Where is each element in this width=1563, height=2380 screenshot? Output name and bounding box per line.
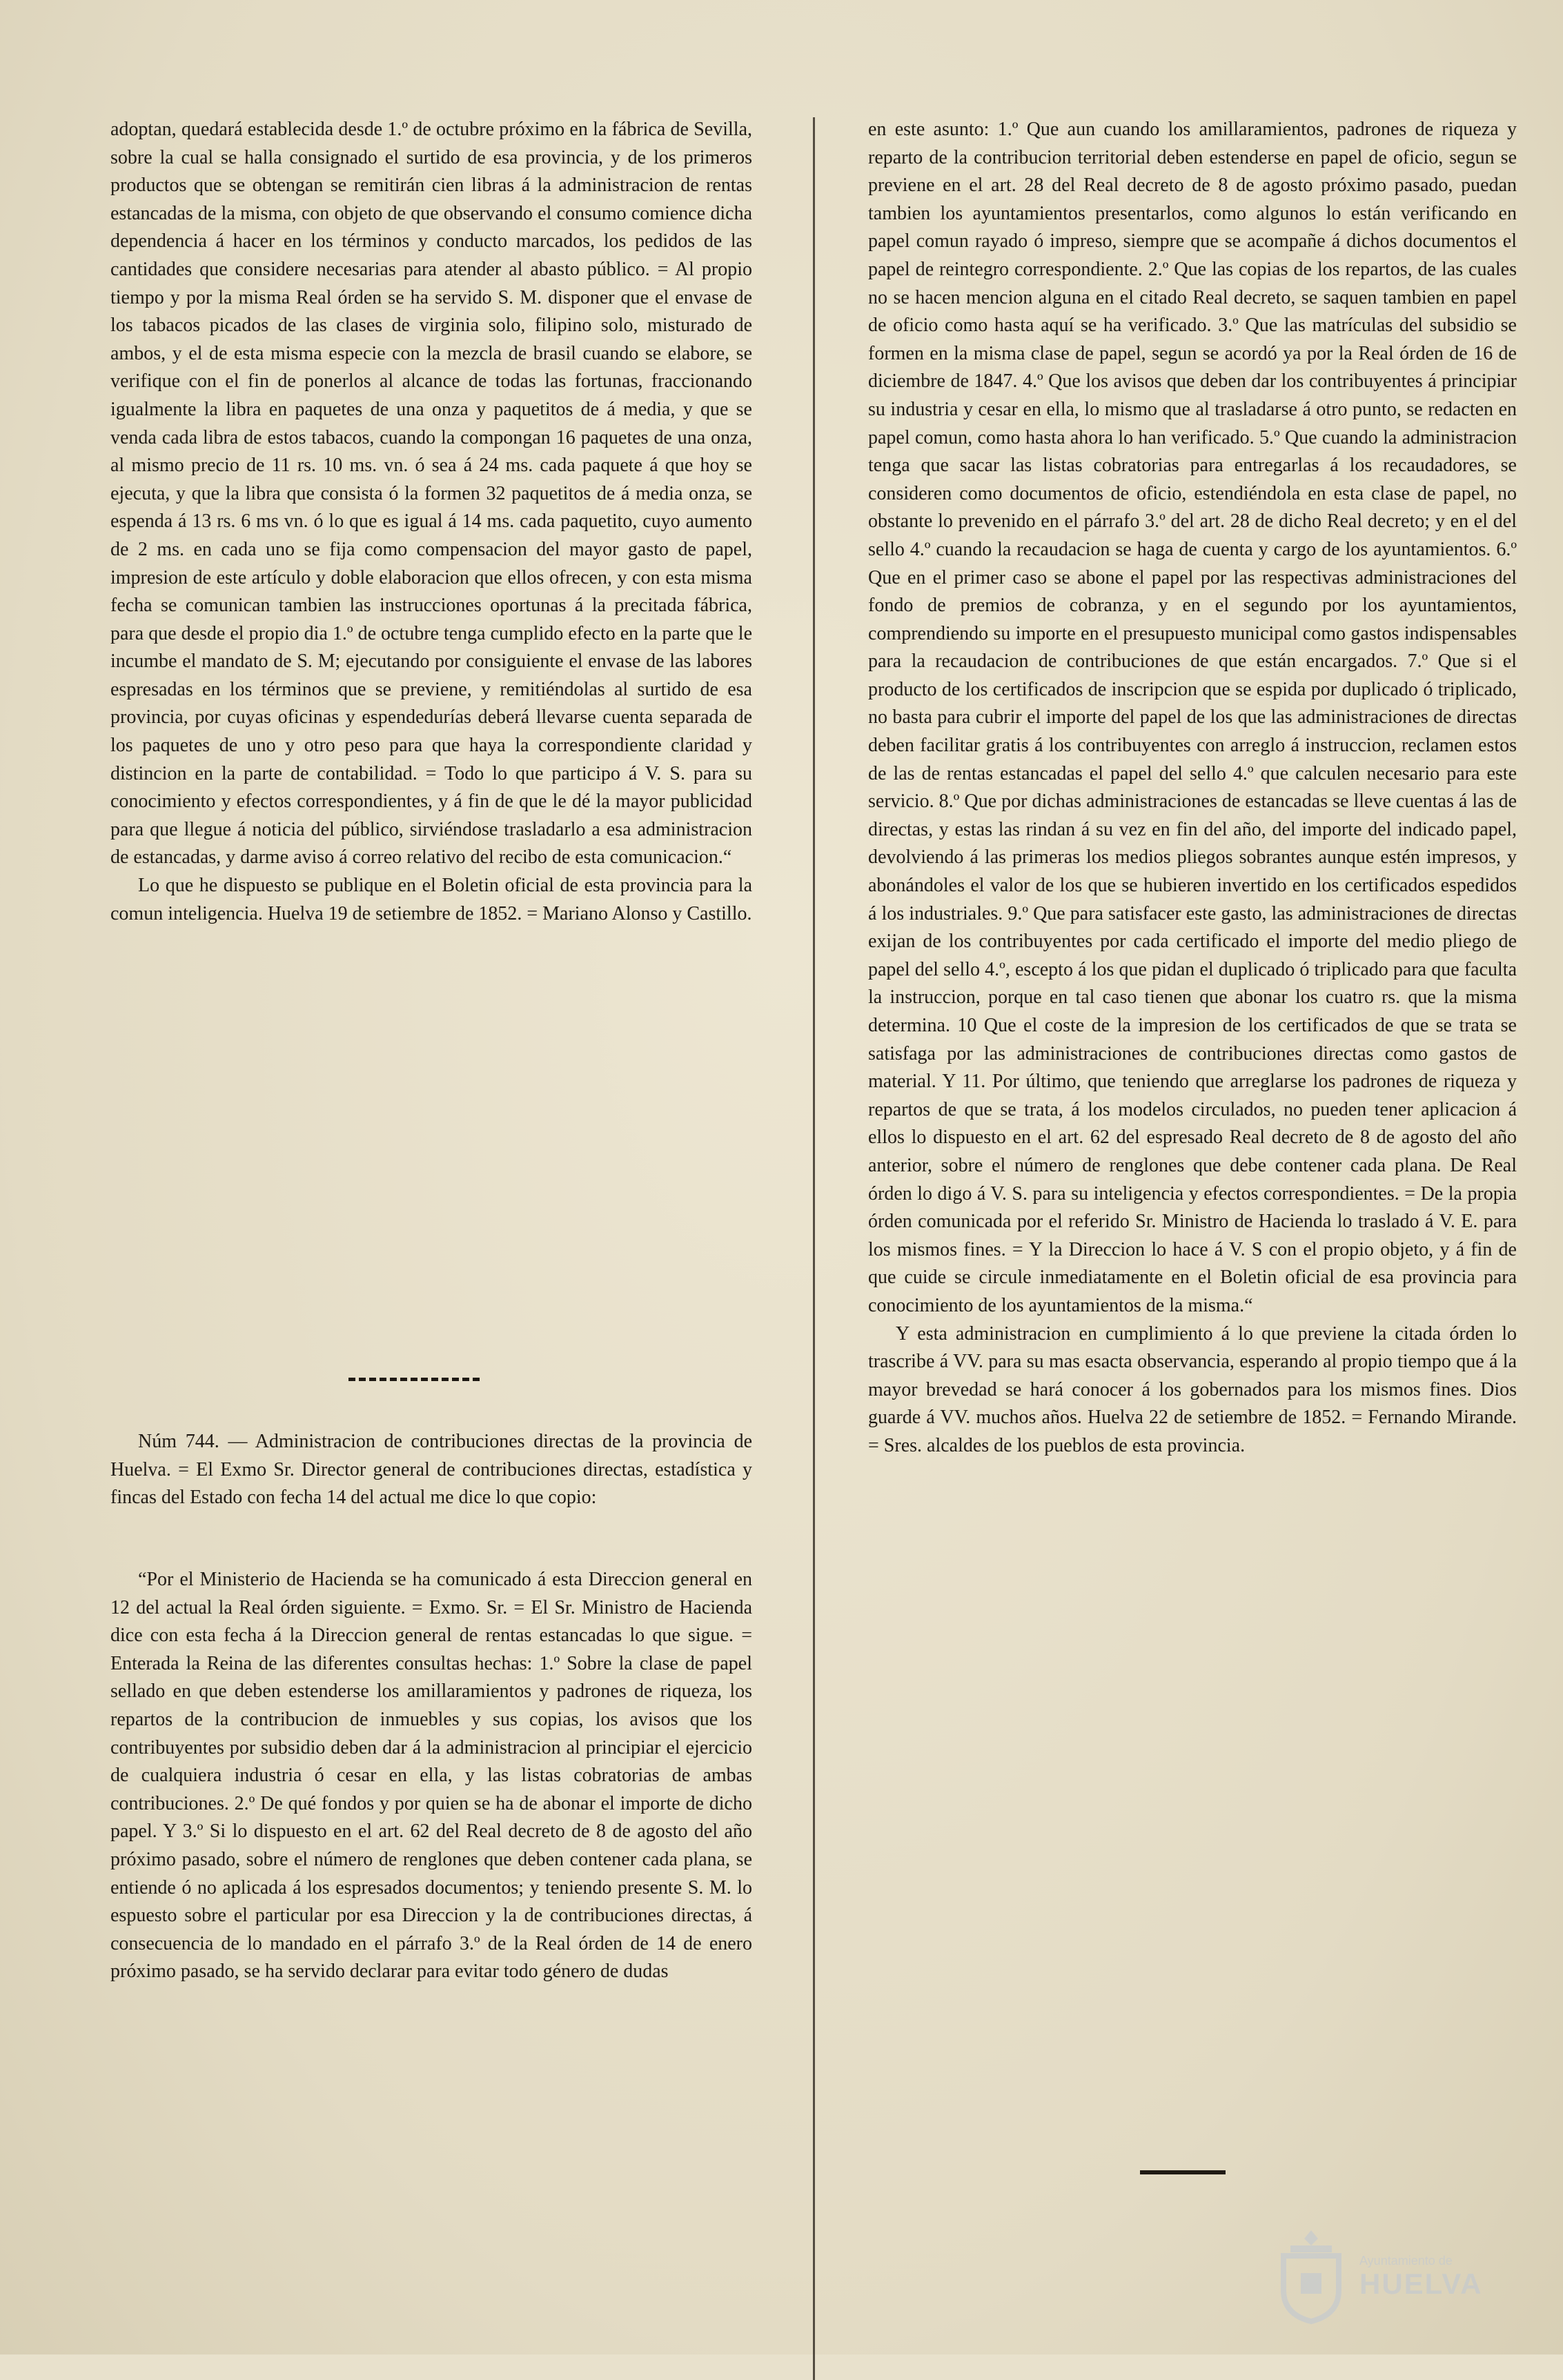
article-heading [110, 1428, 752, 1512]
left-column [110, 116, 752, 928]
left-paragraph-2: Lo que he dispuesto se publique en el Boletin oficial de esta provincia para la comun inteligencia. Huelva 19 de setiembre de 1852. = Mariano Alonso y Castillo. [110, 875, 752, 924]
article-quote-text: “Por el Ministerio de Hacienda se ha comunicado á esta Direccion general en 12 del actual la Real órden siguiente. = Exmo. Sr. = El Sr. Ministro de Hacienda dice con esta fecha á la Direccion general de rentas estancadas lo que sigue. = Enterada la Reina de las diferentes consultas hechas: 1.º Sobre la clase de papel sellado en que deben estenderse los amillaramientos y padrones de riqueza, los repartos de la contribucion de inmuebles y sus copias, los avisos que los contribuyentes por subsidio deben dar á la administracion al principiar el ejercicio de cualquiera industria ó cesar en ella, y las listas cobratorias de ambas contribuciones. 2.º De qué fondos y por quien se ha de abonar el importe de dicho papel. Y 3.º Si lo dispuesto en el art. 62 del Real decreto de 8 de agosto del año próximo pasado, sobre el número de renglones que deben contener cada plana, se entiende ó no aplicada á los espresados documentos; y teniendo presente S. M. lo espuesto sobre el particular por esa Direccion y la de contribuciones directas, á consecuencia de lo mandado en el párrafo 3.º de la Real órden de 14 de enero próximo pasado, se ha servido declarar para evitar todo género de dudas [110, 1569, 752, 1983]
right-paragraph-1: en este asunto: 1.º Que aun cuando los amillaramientos, padrones de riqueza y reparto de la contribucion territorial deben estenderse en papel de oficio, segun se previene en el art. 28 del Real decreto de 8 de agosto próximo pasado, puedan tambien los ayuntamientos presentarlos, como algunos lo están verificando en papel comun rayado ó impreso, siempre que se acompañe á dichos documentos el papel de reintegro correspondiente. 2.º Que las copias de los repartos, de las cuales no se hacen mencion alguna en el citado Real decreto, se saquen tambien en papel de oficio como hasta aquí se ha verificado. 3.º Que las matrículas del subsidio se formen en la misma clase de papel, segun se acordó ya por la Real órden de 16 de diciembre de 1847. 4.º Que los avisos que deben dar los contribuyentes á principiar su industria y cesar en ella, lo mismo que al trasladarse á otro punto, se redacten en papel comun, como hasta ahora lo han verificado. 5.º Que cuando la administracion tenga que sacar las listas cobratorias para entregarlas á los recaudadores, se consideren como documentos de oficio, estendiéndola en esta clase de papel, no obstante lo prevenido en el párrafo 3.º del art. 28 de dicho Real decreto; y en el del sello 4.º cuando la recaudacion se haga de cuenta y cargo de los ayuntamientos. 6.º Que en el primer caso se abone el papel por las respectivas administraciones del fondo de premios de cobranza, y en el segundo por los ayuntamientos, comprendiendo su importe en el presupuesto municipal como gastos indispensables para la recaudacion de contribuciones de que están encargados. 7.º Que si el producto de los certificados de inscripcion que se espida por duplicado ó triplicado, no basta para cubrir el importe del papel de los que las administraciones de directas deben facilitar gratis á los contribuyentes con arreglo á instruccion, reclamen estos de las de rentas estancadas el papel del sello 4.º que calculen necesario para este servicio. 8.º Que por dichas administraciones de estancadas se lleve cuentas á las de directas, y estas las rindan á su vez en fin del año, del importe del indicado papel, devolviendo á las primeras los medios pliegos sobrantes aunque estén impresos, y abonándoles el valor de los que se hubieren invertido en los certificados espedidos á los industriales. 9.º Que para satisfacer este gasto, las administraciones de directas exijan de los contribuyentes por cada certificado el importe del medio pliego de papel del sello 4.º, escepto á los que pidan el duplicado ó triplicado para que faculta la instruccion, porque en tal caso tienen que abonar los cuatro rs. que la misma determina. 10 Que el coste de la impresion de los certificados de que se trata se satisfaga por las administraciones de contribuciones directas como gastos de material. Y 11. Por último, que teniendo que arreglarse los padrones de riqueza y repartos de que se trata, á los modelos circulados, no pueden tener aplicacion á ellos lo dispuesto en el art. 62 del espresado Real decreto de 8 de agosto del año anterior, sobre el número de renglones que debe contener cada plana. De Real órden lo digo á V. S. para su inteligencia y efectos correspondientes. = De la propia órden comunicada por el referido Sr. Ministro de Hacienda lo traslado á V. E. para los mismos fines. = Y la Direccion lo hace á V. S con el propio objeto, y á fin de que cuide se circule inmediatamente en el Boletin oficial de esa provincia para conocimiento de los ayuntamientos de la misma.“ [868, 119, 1517, 1316]
article-quote [110, 1566, 752, 1986]
huelva-watermark [1256, 2225, 1518, 2328]
section-separator [348, 1378, 480, 1385]
article-heading-text: Núm 744. — Administracion de contribuciones directas de la provincia de Huelva. = El Exmo Sr. Director general de contribuciones directas, estadística y fincas del Estado con fecha 14 del actual me dice lo que copio: [110, 1431, 752, 1509]
coat-of-arms-icon [1270, 2225, 1353, 2325]
end-rule [1140, 2170, 1226, 2174]
right-column [868, 116, 1517, 1460]
watermark-small-text: Ayuntamiento de [1359, 2254, 1453, 2268]
left-paragraph-1: adoptan, quedará establecida desde 1.º de octubre próximo en la fábrica de Sevilla, sobre la cual se halla consignado el surtido de esa provincia, y de los primeros productos que se obtengan se remitirán cien libras á la administracion de rentas estancadas de la misma, con objeto de que observando el consumo comience dicha dependencia á hacer en los términos y conducto marcados, los pedidos de las cantidades que considere necesarias para atender al abasto público. = Al propio tiempo y por la misma Real órden se ha servido S. M. disponer que el envase de los tabacos picados de las clases de virginia solo, filipino solo, misturado de ambos, y el de esta misma especie con la mezcla de brasil cuando se elabore, se verifique con el fin de ponerlos al alcance de todas las fortunas, fraccionando igualmente la libra en paquetes de una onza y paquetitos de á media, y que se venda cada libra de estos tabacos, cuando la compongan 16 paquetes de una onza, al mismo precio de 11 rs. 10 ms. vn. ó sea á 24 ms. cada paquete á que hoy se ejecuta, y que la libra que consista ó la formen 32 paquetitos de á media onza, se espenda á 13 rs. 6 ms vn. ó lo que es igual á 14 ms. cada paquetito, cuyo aumento de 2 ms. en cada uno se fija como compensacion del mayor gasto de papel, impresion de este artículo y doble elaboracion que ellos ofrecen, y con esta misma fecha se comunican tambien las instrucciones oportunas á la precitada fábrica, para que desde el propio dia 1.º de octubre tenga cumplido efecto en la parte que le incumbe el mandato de S. M; ejecutando por consiguiente el envase de las labores espresadas en los términos que se previene, y remitiéndolas al surtido de esa provincia, por cuyas oficinas y espendedurías deberá llevarse cuenta separada de los paquetes de uno y otro peso para que haya la correspondiente claridad y distincion en la parte de contabilidad. = Todo lo que participo á V. S. para su conocimiento y efectos correspondientes, y á fin de que le dé la mayor publicidad para que llegue á noticia del público, sirviéndose trasladarlo a esa administracion de estancadas, y darme aviso á correo relativo del recibo de esta comunicacion.“ [110, 119, 752, 869]
right-paragraph-2: Y esta administracion en cumplimiento á lo que previene la citada órden lo trascribe á VV. para su mas esacta observancia, esperando al propio tiempo que á la mayor brevedad se hará conocer á los gobernados para los mismos fines. Dios guarde á VV. muchos años. Huelva 22 de setiembre de 1852. = Fernando Mirande. = Sres. alcaldes de los pueblos de esta provincia. [868, 1322, 1517, 1456]
watermark-big-text: HUELVA [1359, 2268, 1483, 2300]
column-divider [813, 117, 815, 2380]
